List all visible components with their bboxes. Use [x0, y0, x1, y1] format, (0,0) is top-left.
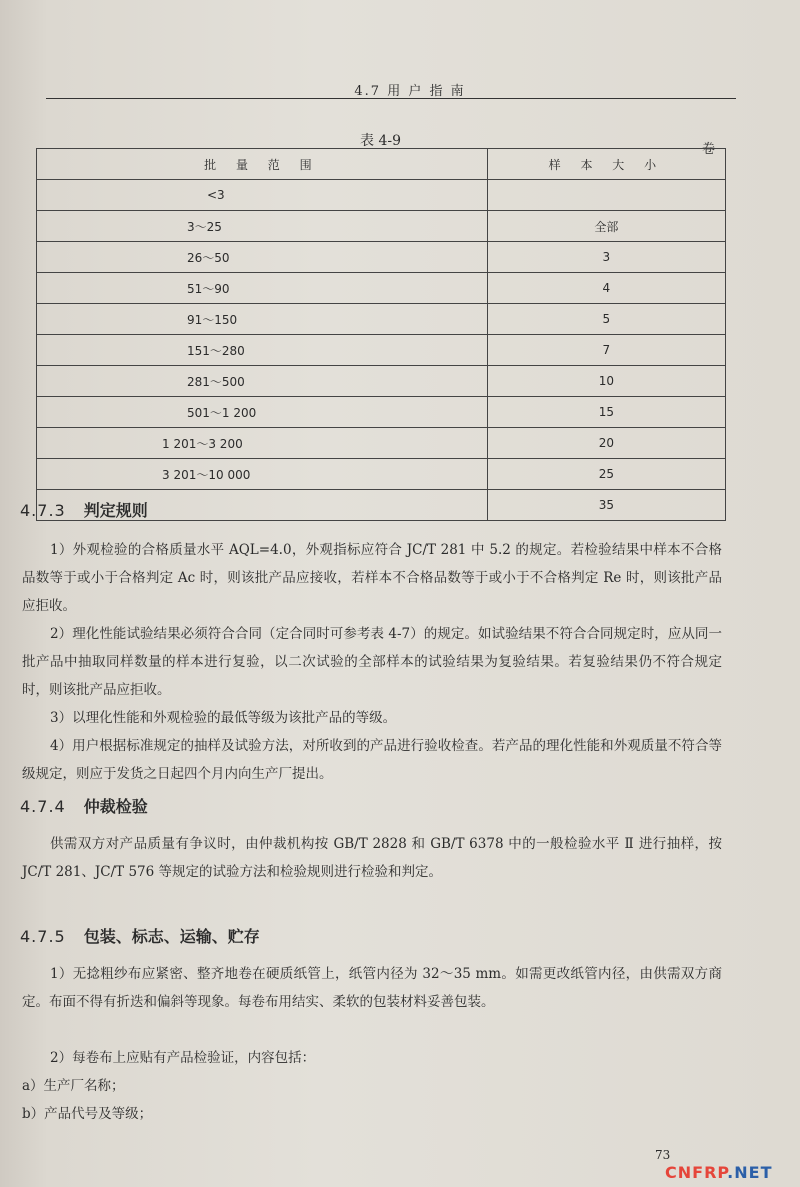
sample-size-cell: 5: [487, 304, 725, 335]
table-row: [37, 459, 726, 490]
table-row: [37, 428, 726, 459]
sample-size-cell: 10: [487, 366, 725, 397]
section-title: 判定规则: [83, 501, 148, 520]
section-number: 4.7.3: [20, 501, 66, 520]
batch-range-cell: 501～1 200: [37, 397, 488, 428]
sample-size-cell: 20: [487, 428, 725, 459]
watermark-text-b: .NET: [727, 1163, 773, 1182]
paragraph: 3）以理化性能和外观检验的最低等级为该批产品的等级。: [50, 710, 397, 726]
sample-size-table: [36, 148, 726, 521]
batch-range-cell: 26～50: [37, 242, 488, 273]
paragraph: 2）每卷布上应贴有产品检验证，内容包括：: [50, 1050, 316, 1066]
batch-range-cell: <3: [37, 180, 488, 211]
table-header-row: [37, 149, 726, 180]
section-heading-4-7-3: [20, 498, 148, 521]
section-number: 4.7.5: [20, 927, 66, 946]
batch-range-cell: 3～25: [37, 211, 488, 242]
table-row: [37, 273, 726, 304]
header-rule: [46, 98, 736, 99]
paragraph: 4）用户根据标准规定的抽样及试验方法，对所收到的产品进行验收检查。若产品的理化性能和外观质量不符合等级规定，则应于发货之日起四个月内向生产厂提出。: [22, 738, 722, 782]
table-row: [37, 366, 726, 397]
table-row: [37, 397, 726, 428]
paragraph: 1）无捻粗纱布应紧密、整齐地卷在硬质纸管上，纸管内径为 32～35 mm。如需更改纸管内径，由供需双方商定。布面不得有折迭和偏斜等现象。每卷布用结实、柔软的包装材料妥善包装。: [22, 966, 722, 1010]
page-number: 73: [655, 1148, 671, 1162]
sample-size-cell: 35: [487, 490, 725, 521]
batch-range-cell: 91～150: [37, 304, 488, 335]
batch-range-cell: 281～500: [37, 366, 488, 397]
watermark-text-a: CNFRP: [665, 1163, 728, 1182]
batch-range-cell: 3 201～10 000: [37, 459, 488, 490]
watermark-logo: [665, 1163, 772, 1182]
table-row: [37, 304, 726, 335]
paragraph: 1）外观检验的合格质量水平 AQL=4.0，外观指标应符合 JC/T 281 中 5.2 的规定。若检验结果中样本不合格品数等于或小于合格判定 Ac 时，则该批产品应接收，若样本不合格品数等于或小于不合格判定 Re 时，则该批产品应拒收。: [22, 542, 722, 614]
paragraph: 2）理化性能试验结果必须符合合同（定合同时可参考表 4-7）的规定。如试验结果不符合合同规定时，应从同一批产品中抽取同样数量的样本进行复验，以二次试验的全部样本的试验结果为复验结果。若复验结果仍不符合规定时，则该批产品应拒收。: [22, 626, 722, 698]
table-title: 表 4-9: [360, 133, 401, 149]
sample-size-cell: 全部: [487, 211, 725, 242]
sample-size-cell: 3: [487, 242, 725, 273]
section-heading-4-7-4: [20, 794, 148, 817]
table-row: [37, 180, 726, 211]
sample-size-cell: 25: [487, 459, 725, 490]
paragraph: 供需双方对产品质量有争议时，由仲裁机构按 GB/T 2828 和 GB/T 6378 中的一般检验水平 Ⅱ 进行抽样，按 JC/T 281、JC/T 576 等规定的试验方法和检验规则进行检验和判定。: [22, 836, 722, 880]
sample-size-cell: 15: [487, 397, 725, 428]
sample-size-cell: 4: [487, 273, 725, 304]
section-title: 仲裁检验: [83, 797, 148, 816]
list-item: b）产品代号及等级；: [22, 1106, 153, 1122]
column-header-batch-range: 批 量 范 围: [37, 149, 488, 180]
table-unit: 卷: [702, 142, 716, 157]
list-item: a）生产厂名称；: [22, 1078, 125, 1094]
batch-range-cell: 1 201～3 200: [37, 428, 488, 459]
section-heading-4-7-5: [20, 924, 260, 947]
table-row: [37, 335, 726, 366]
batch-range-cell: 51～90: [37, 273, 488, 304]
table-row: [37, 211, 726, 242]
sample-size-cell: [487, 180, 725, 211]
section-number: 4.7.4: [20, 797, 66, 816]
table-row: [37, 242, 726, 273]
column-header-sample-size: 样 本 大 小: [487, 149, 725, 180]
section-title: 包装、标志、运输、贮存: [83, 927, 260, 946]
sample-size-cell: 7: [487, 335, 725, 366]
running-head: 4.7 用 户 指 南: [354, 84, 466, 99]
batch-range-cell: 151～280: [37, 335, 488, 366]
